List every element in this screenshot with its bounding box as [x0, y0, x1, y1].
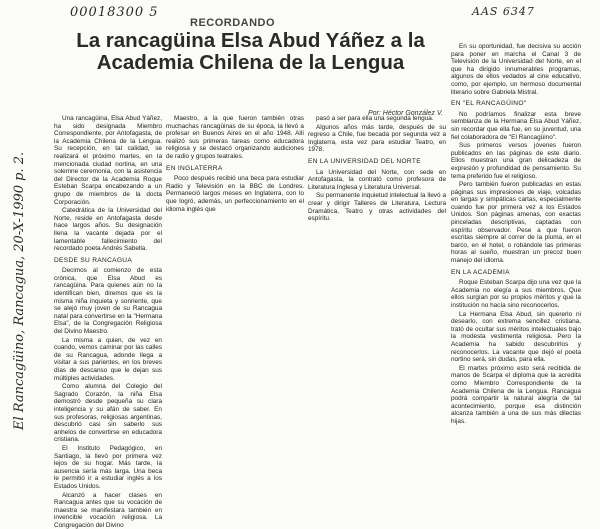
- paragraph: pasó a ser para ella una segunda lengua.: [308, 115, 446, 123]
- byline: Por: Héctor González V.: [368, 110, 443, 117]
- article-column-1: [54, 115, 162, 433]
- accession-number-right: AAS 6347: [472, 5, 535, 18]
- kicker: RECORDANDO: [190, 17, 275, 29]
- paragraph: La Hermana Elsa Abud, sin quererlo ni desearlo, con extrema sencillez cristiana, trató de ocultar sus méritos intelectuales bajo la modesta vestimenta religiosa. Pero la Academia ha sabido descubrirlos y reconocerlos. La vacante que dejó el poeta nortino será, sin dudas, para ella.: [451, 311, 581, 364]
- section-heading: EN "EL RANCAGÜINO": [451, 100, 581, 108]
- paragraph: Sus primeros versos jóvenes fueron publicados en las páginas de este diario. Ellos muestran una gran delicadeza de expresión y profundidad de pensamiento. Su tema preferido fue el religioso.: [451, 142, 581, 180]
- section-heading: EN INGLATERRA: [166, 165, 304, 173]
- paragraph: Decimos al comienzo de esta crónica, que Elsa Abud es rancagüina. Para quienes aún no la identifican bien, diremos que es la misma niña inquieta y sonriente, que se alejó muy joven de su Rancagua natal para convertirse en la "Hermana Elsa", de la Congregación Religiosa del Divino Maestro.: [54, 267, 162, 335]
- section-heading: DESDE SU RANCAGUA: [54, 257, 162, 265]
- article-column-3: [308, 115, 446, 255]
- paragraph: Roque Esteban Scarpa dijo una vez que la Academia no elegía a sus miembros. Que ellos surgían por su propios méritos y que la institución no hacía sino reconocerlos.: [451, 279, 581, 309]
- paragraph: Poco después recibió una beca para estudiar Radio y Televisión en la BBC de Londres. Permaneció largos meses en Inglaterra, con lo que logró, además, un perfeccionamiento en el idioma inglés que: [166, 175, 304, 213]
- headline: La rancagüina Elsa Abud Yáñez a la Academia Chilena de la Lengua: [58, 30, 443, 74]
- accession-number-left: 00018300 5: [70, 5, 159, 20]
- paragraph: Maestro, a la que fueron también otras muchachas rancagüinas de su época, la llevó a profesar en Buenos Aires en el año 1948. Allí realizó sus primeras tareas como educadora religiosa y se destacó organizando audiciones de radio y grupos teatrales.: [166, 115, 304, 161]
- handwritten-source-note: El Rancagüino, Rancagua, 20-X-1990 p. 2.: [12, 152, 27, 430]
- paragraph: La misma a quien, de vez en cuando, vemos caminar por las calles de su Rancagua, adonde llega a visitar a sus parientes, en los breves días de descanso que le dejan sus múltiples actividades.: [54, 337, 162, 383]
- section-heading: EN LA ACADEMIA: [451, 269, 581, 277]
- article-column-4: [451, 43, 581, 433]
- paragraph: El martes próximo esto será recibida de manos de Scarpa el diploma que la acredita como Miembro Correspondiente de la Academia Chilena de la Lengua. Rancagua podrá compartir la natural alegría de tal acontecimiento, porque esa distinción alcanza también a una de sus más dilectas hijas.: [451, 365, 581, 426]
- paragraph: Pero también fueron publicadas en estas páginas sus impresiones de viaje, volcadas en largas y simpáticas cartas, especialmente cuando fue por primera vez a los Estados Unidos. Son páginas amenas, con exactas pinceladas descriptivas, captadas con espíritu observador. Pese a que fueron escritas siempre al correr de la pluma, en el barco, en el hotel, o robándole las primeras horas al sueño, muestran un precoz buen manejo del idioma.: [451, 181, 581, 265]
- paragraph: Su permanente inquietud intelectual la llevó a crear y dirigir Talleres de Literatura, Lectura Dramática, Teatro y otras actividades del espíritu.: [308, 192, 446, 222]
- paragraph: La Universidad del Norte, con sede en Antofagasta, la contrató como profesora de Literatura Inglesa y Literatura Universal.: [308, 169, 446, 192]
- paragraph: Catedrática de la Universidad del Norte, reside en Antofagasta desde hace largos años. Su designación llena la vacante dejada por el lamentable fallecimiento del recordado poeta Andrés Sabella.: [54, 207, 162, 253]
- paragraph: El Instituto Pedagógico, en Santiago, la llevó por primera vez lejos de su hogar. Más tarde, la ausencia sería más larga. Una beca le permitió ir a estudiar inglés a los Estados Unidos.: [54, 445, 162, 491]
- paragraph: No podríamos finalizar esta breve semblanza de la Hermana Elsa Abud Yáñez, sin recordar que ella fue, en su juventud, una fiel colaboradora de "El Rancagüino".: [451, 111, 581, 141]
- paragraph: Una rancagüina, Elsa Abud Yáñez, ha sido designada Miembro Correspondiente, por Antofagasta, de la Academia Chilena de la Lengua. Su recepción, en tal calidad, se realizará el próximo martes, en la mencionada ciudad nortina, en una solemne ceremonia, con la asistencia del Director de la Academia Roque Esteban Scarpa encabezando a un grupo de miembros de la docta Corporación.: [54, 115, 162, 206]
- article-column-2: [166, 115, 304, 255]
- paragraph: Algunos años más tarde, después de su regreso a Chile, fue becada por segunda vez a Inglaterra, esta vez para estudiar Teatro, en 1978.: [308, 124, 446, 154]
- section-heading: EN LA UNIVERSIDAD DEL NORTE: [308, 158, 446, 166]
- paragraph: En su oportunidad, fue decisiva su acción para poner en marcha el Canal 3 de Televisión de la Universidad del Norte, en el que ha dirigido innumerables programas, algunos de ellos vedados al cine educativo, como, por ejemplo, un hermoso documental literario sobre Gabriela Mistral.: [451, 43, 581, 96]
- paragraph: Alcanzó a hacer clases en Rancagua antes que su vocación de maestra se manifestara también en invencible vocación religiosa. La Congregación del Divino: [54, 492, 162, 529]
- paragraph: Como alumna del Colegio del Sagrado Corazón, la niña Elsa demostró desde pequeña su clara inteligencia y su afán de saber. En sus profesoras, religiosas argentinas, descubrió casi sin saberlo sus anhelos de convertirse en educadora cristiana.: [54, 383, 162, 444]
